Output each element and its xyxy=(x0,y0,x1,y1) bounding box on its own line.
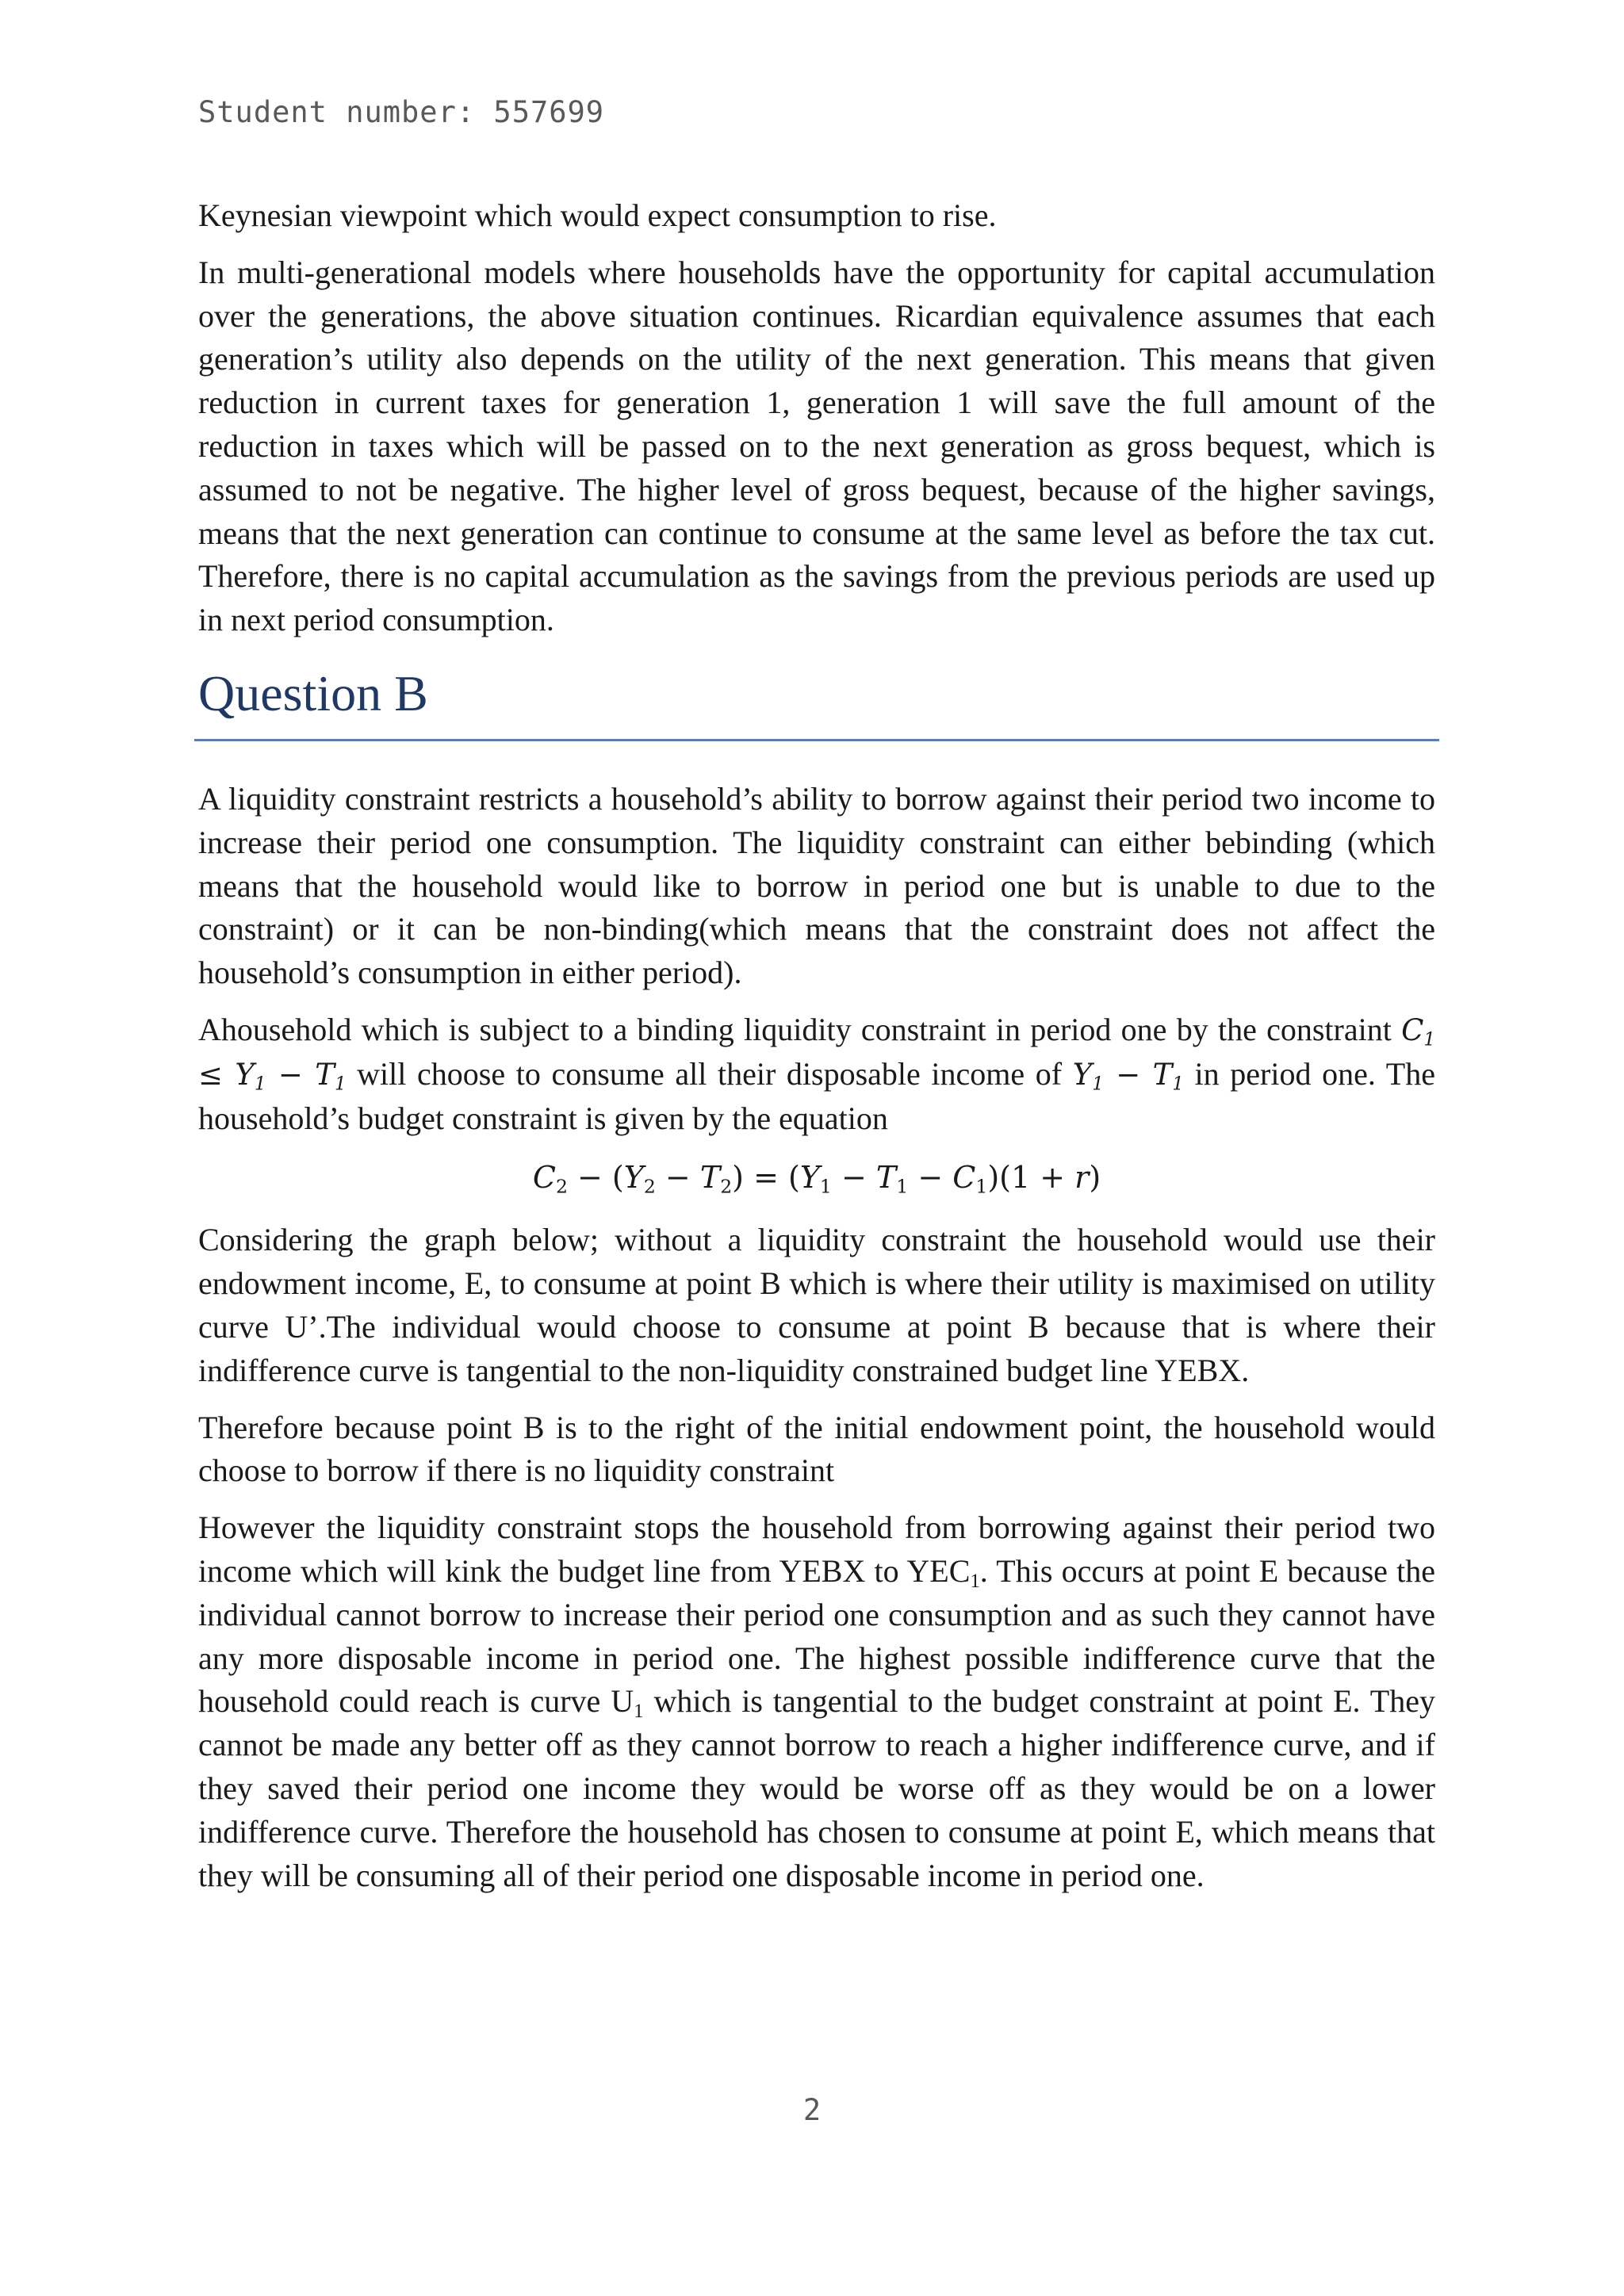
paragraph-liquidity-definition: A liquidity constraint restricts a household’s ability to borrow against their period two income to increase their period one consumption. The liquidity constraint can either bebinding (which means that the household would like to borrow in period one but is unable to due to the constraint) or it can be non-binding(which means that the constraint does not affect the household’s consumption in either period). xyxy=(198,780,1435,991)
math-symbol: Y xyxy=(799,1160,820,1196)
math-subscript: 1 xyxy=(1092,1073,1104,1095)
math-operator: ) = ( xyxy=(732,1160,800,1196)
paragraph-borrow-conclusion: Therefore because point B is to the right of the initial endowment point, the household would choose to borrow if there is no liquidity constraint xyxy=(198,1409,1435,1489)
page-body xyxy=(198,194,1435,1911)
section-heading: Question B xyxy=(198,664,428,721)
math-subscript: 2 xyxy=(555,1175,568,1198)
math-operator: ≤ xyxy=(198,1057,236,1092)
paragraph-keynesian: Keynesian viewpoint which would expect consumption to rise. xyxy=(198,197,997,233)
math-symbol: Y xyxy=(235,1057,255,1092)
page-number: 2 xyxy=(802,2093,822,2127)
text-segment: in period one. The household’s budget constraint is given by the equation xyxy=(198,1055,1435,1136)
text-subscript: 1 xyxy=(634,1701,644,1723)
math-symbol: r xyxy=(1074,1160,1090,1196)
math-symbol: T xyxy=(1152,1057,1173,1092)
heading-divider xyxy=(194,739,1439,741)
text-segment: which is tangential to the budget constraint at point E. They cannot be made any better off as they cannot borrow to reach a higher indifference curve, and if they saved their period one income they would be worse off as they would be on a lower indifference curve. Therefore the household has chosen to consume at point E, which means that they will be consuming all of their period one disposable income in period one. xyxy=(198,1683,1435,1893)
math-subscript: 1 xyxy=(334,1073,347,1095)
paragraph-graph-explanation: Considering the graph below; without a liquidity constraint the household would use their endowment income, E, to consume at point B which is where their utility is maximised on utility curve U’.The individual would choose to consume at point B because that is where their indifference curve is tangential to the non-liquidity constrained budget line YEBX. xyxy=(198,1222,1435,1388)
paragraph-kinked-budget-line xyxy=(198,1506,1435,1897)
math-operator: − xyxy=(831,1160,876,1196)
math-operator: − xyxy=(655,1160,700,1196)
paragraph-binding-constraint xyxy=(198,1008,1435,1140)
text-segment: However the liquidity constraint stops the household from borrowing against their period two income which will kink the budget line from YEBX to YEC xyxy=(198,1510,1435,1589)
math-subscript: 1 xyxy=(819,1175,832,1198)
math-operator: − xyxy=(1103,1057,1153,1092)
math-subscript: 1 xyxy=(1172,1073,1184,1095)
math-subscript: 1 xyxy=(254,1073,266,1095)
math-operator: )(1 + xyxy=(987,1160,1075,1196)
math-symbol: C xyxy=(952,1160,976,1196)
text-subscript: 1 xyxy=(970,1570,980,1592)
student-number-header: Student number: 557699 xyxy=(198,95,605,129)
math-operator: − xyxy=(908,1160,953,1196)
math-subscript: 2 xyxy=(643,1175,656,1198)
text-segment: Ahousehold which is subject to a binding liquidity constraint in period one by the constraint xyxy=(198,1011,1402,1047)
math-operator: − ( xyxy=(567,1160,624,1196)
math-operator: ) xyxy=(1089,1160,1101,1196)
math-symbol: C xyxy=(532,1160,556,1196)
math-symbol: Y xyxy=(1072,1057,1093,1092)
math-symbol: Y xyxy=(623,1160,644,1196)
inline-disposable-income-formula xyxy=(1072,1057,1184,1095)
paragraph-multi-generational: In multi-generational models where households have the opportunity for capital accumulation over the generations, the above situation continues. Ricardian equivalence assumes that each generation’s utility also depends on the utility of the next generation. This means that given reduction in current taxes for generation 1, generation 1 will save the full amount of the reduction in taxes which will be passed on to the next generation as gross bequest, which is assumed to not be negative. The higher level of gross bequest, because of the higher savings, means that the next generation can continue to consume at the same level as before the tax cut. Therefore, there is no capital accumulation as the savings from the previous periods are used up in next period consumption. xyxy=(198,254,1435,638)
text-segment: . This occurs at point E because the individual cannot borrow to increase their period one consumption and as such they cannot have any more disposable income in period one. The highest possible indifference curve that the household could reach is curve U xyxy=(198,1552,1435,1720)
math-subscript: 2 xyxy=(720,1175,733,1198)
budget-constraint-equation xyxy=(198,1154,1435,1201)
math-subscript: 1 xyxy=(896,1175,909,1198)
math-operator: − xyxy=(266,1057,316,1092)
math-subscript: 1 xyxy=(975,1175,988,1198)
math-symbol: C xyxy=(1401,1012,1424,1047)
math-symbol: T xyxy=(699,1160,721,1196)
math-symbol: T xyxy=(875,1160,897,1196)
text-segment: will choose to consume all their disposable income of xyxy=(346,1055,1073,1092)
math-subscript: 1 xyxy=(1423,1029,1435,1050)
math-symbol: T xyxy=(315,1057,335,1092)
